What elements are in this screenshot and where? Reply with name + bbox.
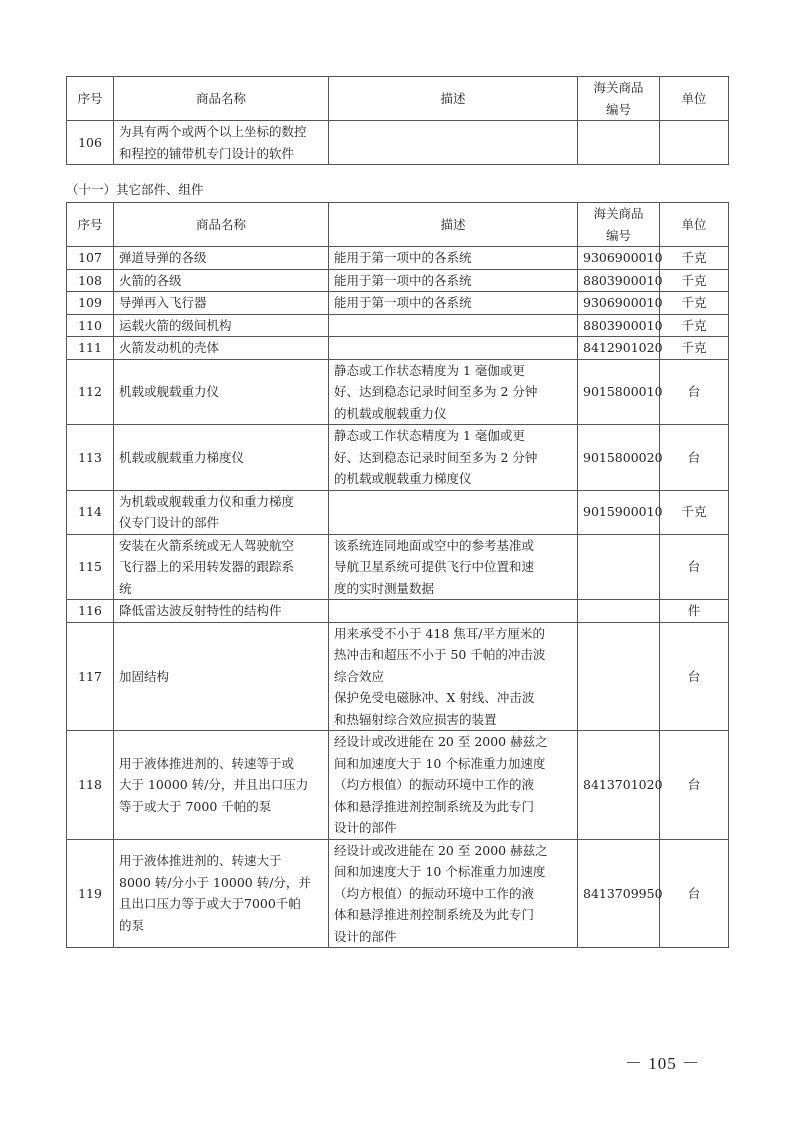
cell-no: 108 <box>67 269 114 292</box>
cell-no: 114 <box>67 490 114 534</box>
table-row <box>67 600 729 623</box>
cell-no: 117 <box>67 622 114 731</box>
table-row <box>67 731 729 840</box>
cell-name: 降低雷达波反射特性的结构件 <box>114 600 329 623</box>
cell-desc: 能用于第一项中的各系统 <box>329 292 578 315</box>
cell-code <box>578 622 660 731</box>
cell-name: 安装在火箭系统或无人驾驶航空 飞行器上的采用转发器的跟踪系 统 <box>114 534 329 600</box>
cell-unit: 台 <box>660 622 729 731</box>
table-header-row <box>67 77 729 121</box>
table-row <box>67 425 729 491</box>
cell-name: 弹道导弹的各级 <box>114 247 329 270</box>
cell-name: 火箭发动机的壳体 <box>114 337 329 360</box>
header-code: 海关商品 编号 <box>578 77 660 121</box>
cell-no: 116 <box>67 600 114 623</box>
cell-code: 8413701020 <box>578 731 660 840</box>
cell-name: 机载或舰载重力仪 <box>114 359 329 425</box>
table-row <box>67 121 729 165</box>
table-row <box>67 839 729 948</box>
cell-name: 机载或舰载重力梯度仪 <box>114 425 329 491</box>
cell-no: 109 <box>67 292 114 315</box>
cell-unit: 千克 <box>660 247 729 270</box>
cell-unit: 台 <box>660 839 729 948</box>
cell-desc: 经设计或改进能在 20 至 2000 赫兹之 间和加速度大于 10 个标准重力加速度 （均方根值）的振动环境中工作的液 体和悬浮推进剂控制系统及为此专门 设计的部件 <box>329 731 578 840</box>
cell-unit: 千克 <box>660 314 729 337</box>
cell-desc: 能用于第一项中的各系统 <box>329 269 578 292</box>
cell-desc: 经设计或改进能在 20 至 2000 赫兹之 间和加速度大于 10 个标准重力加速度 （均方根值）的振动环境中工作的液 体和悬浮推进剂控制系统及为此专门 设计的部件 <box>329 839 578 948</box>
cell-desc <box>329 121 578 165</box>
cell-unit <box>660 121 729 165</box>
cell-name: 为具有两个或两个以上坐标的数控 和程控的铺带机专门设计的软件 <box>114 121 329 165</box>
cell-code: 9306900010 <box>578 247 660 270</box>
cell-unit: 台 <box>660 425 729 491</box>
header-name: 商品名称 <box>114 203 329 247</box>
cell-code: 8412901020 <box>578 337 660 360</box>
cell-no: 119 <box>67 839 114 948</box>
cell-name: 运载火箭的级间机构 <box>114 314 329 337</box>
cell-no: 113 <box>67 425 114 491</box>
cell-no: 110 <box>67 314 114 337</box>
cell-code <box>578 534 660 600</box>
table-row <box>67 269 729 292</box>
header-code: 海关商品 编号 <box>578 203 660 247</box>
table-row <box>67 337 729 360</box>
cell-code: 9306900010 <box>578 292 660 315</box>
cell-desc: 静态或工作状态精度为 1 毫伽或更 好、达到稳态记录时间至多为 2 分钟 的机载或舰载重力梯度仪 <box>329 425 578 491</box>
cell-no: 111 <box>67 337 114 360</box>
cell-unit: 千克 <box>660 490 729 534</box>
header-desc: 描述 <box>329 203 578 247</box>
table-row <box>67 292 729 315</box>
cell-code: 9015900010 <box>578 490 660 534</box>
cell-name: 用于液体推进剂的、转速大于 8000 转/分小于 10000 转/分，并 且出口压力等于或大于7000千帕 的泵 <box>114 839 329 948</box>
cell-desc: 该系统连同地面或空中的参考基准或 导航卫星系统可提供飞行中位置和速 度的实时测量数据 <box>329 534 578 600</box>
cell-no: 118 <box>67 731 114 840</box>
cell-no: 106 <box>67 121 114 165</box>
cell-desc <box>329 600 578 623</box>
page-number: － 105 － <box>625 1054 700 1073</box>
cell-no: 107 <box>67 247 114 270</box>
cell-desc <box>329 490 578 534</box>
cell-desc <box>329 337 578 360</box>
cell-unit: 件 <box>660 600 729 623</box>
cell-code: 9015800010 <box>578 359 660 425</box>
cell-desc: 能用于第一项中的各系统 <box>329 247 578 270</box>
cell-code: 9015800020 <box>578 425 660 491</box>
header-unit: 单位 <box>660 203 729 247</box>
cell-code <box>578 600 660 623</box>
table-header-row <box>67 203 729 247</box>
cell-code: 8413709950 <box>578 839 660 948</box>
cell-name: 用于液体推进剂的、转速等于或 大于 10000 转/分，并且出口压力 等于或大于 7000 千帕的泵 <box>114 731 329 840</box>
cell-desc: 用来承受不小于 418 焦耳/平方厘米的 热冲击和超压不小于 50 千帕的冲击波 综合效应 保护免受电磁脉冲、X 射线、冲击波 和热辐射综合效应损害的装置 <box>329 622 578 731</box>
cell-name: 为机载或舰载重力仪和重力梯度 仪专门设计的部件 <box>114 490 329 534</box>
header-no: 序号 <box>67 203 114 247</box>
cell-code <box>578 121 660 165</box>
table-row <box>67 534 729 600</box>
table-row <box>67 490 729 534</box>
cell-name: 加固结构 <box>114 622 329 731</box>
cell-no: 112 <box>67 359 114 425</box>
cell-desc: 静态或工作状态精度为 1 毫伽或更 好、达到稳态记录时间至多为 2 分钟 的机载或舰载重力仪 <box>329 359 578 425</box>
cell-name: 导弹再入飞行器 <box>114 292 329 315</box>
table-row <box>67 359 729 425</box>
cell-unit: 台 <box>660 359 729 425</box>
table-row <box>67 314 729 337</box>
table-row <box>67 622 729 731</box>
cell-no: 115 <box>67 534 114 600</box>
header-no: 序号 <box>67 77 114 121</box>
cell-name: 火箭的各级 <box>114 269 329 292</box>
header-name: 商品名称 <box>114 77 329 121</box>
section-title: （十一）其它部件、组件 <box>66 182 204 197</box>
cell-unit: 台 <box>660 731 729 840</box>
cell-desc <box>329 314 578 337</box>
cell-unit: 台 <box>660 534 729 600</box>
cell-code: 8803900010 <box>578 314 660 337</box>
table-continued <box>66 76 729 165</box>
cell-unit: 千克 <box>660 337 729 360</box>
header-desc: 描述 <box>329 77 578 121</box>
cell-unit: 千克 <box>660 292 729 315</box>
cell-code: 8803900010 <box>578 269 660 292</box>
table-row <box>67 247 729 270</box>
table-other-parts <box>66 202 729 948</box>
header-unit: 单位 <box>660 77 729 121</box>
cell-unit: 千克 <box>660 269 729 292</box>
